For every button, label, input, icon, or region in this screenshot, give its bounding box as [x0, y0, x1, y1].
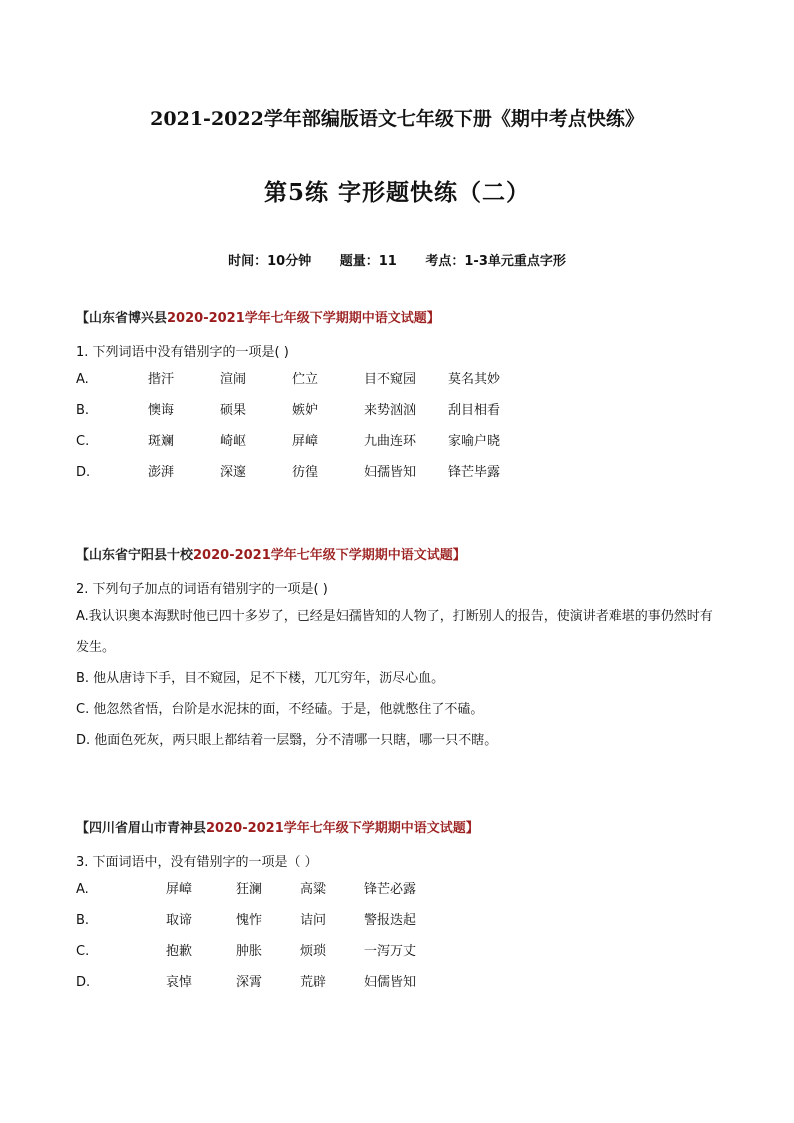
time-limit: 时间：10分钟	[228, 254, 312, 269]
exercise-meta	[0, 250, 794, 269]
question-source: 【山东省宁阳县十校2020-2021学年七年级下学期期中语文试题】	[76, 548, 466, 563]
question-count: 题量：11	[339, 254, 397, 269]
question-source: 【四川省眉山市青神县2020-2021学年七年级下学期期中语文试题】	[76, 821, 479, 836]
question-source: 【山东省博兴县2020-2021学年七年级下学期期中语文试题】	[76, 311, 440, 326]
option-row: D. 哀悼 深霄 荒辟 妇儒皆知	[76, 975, 417, 990]
option-sentence: A.我认识奥本海默时他已四十多岁了，已经是妇孺皆知的人物了，打断别人的报告，使演讲者难堪的事仍然时有发生。	[76, 609, 713, 655]
option-row: B. 取谛 愧怍 诘问 警报迭起	[76, 913, 417, 928]
exam-focus: 考点：1-3单元重点字形	[425, 254, 566, 269]
option-sentence: B. 他从唐诗下手，目不窥园，足不下楼，兀兀穷年，沥尽心血。	[76, 671, 445, 686]
option-row: B. 懊诲 硕果 嫉妒 来势汹汹 刮目相看	[76, 403, 501, 418]
option-row: C. 斑斓 崎岖 屏嶂 九曲连环 家喻户晓	[76, 434, 501, 449]
question-section-2	[76, 545, 716, 756]
question-section-3	[76, 818, 726, 998]
question-stem: 3. 下面词语中，没有错别字的一项是（ ）	[76, 855, 318, 870]
option-sentence: D. 他面色死灰，两只眼上都结着一层翳，分不清哪一只瞎，哪一只不瞎。	[76, 733, 498, 748]
option-sentence: C. 他忽然省悟，台阶是水泥抹的面，不经磕。于是，他就憋住了不磕。	[76, 702, 484, 717]
question-stem: 2. 下列句子加点的词语有错别字的一项是( )	[76, 582, 328, 597]
exercise-title: 第5练 字形题快练（二）	[263, 179, 530, 206]
document-title: 2021-2022学年部编版语文七年级下册《期中考点快练》	[150, 108, 644, 130]
option-row: D. 澎湃 深邃 彷徨 妇孺皆知 锋芒毕露	[76, 465, 501, 480]
option-row: A. 屏嶂 狂澜 高粱 锋芒必露	[76, 882, 417, 897]
option-row: C. 抱歉 肿胀 烦琐 一泻万丈	[76, 944, 417, 959]
option-row: A. 揩汗 渲闹 伫立 目不窥园 莫名其妙	[76, 372, 501, 387]
question-stem: 1. 下列词语中没有错别字的一项是( )	[76, 345, 289, 360]
question-section-1	[76, 308, 726, 488]
